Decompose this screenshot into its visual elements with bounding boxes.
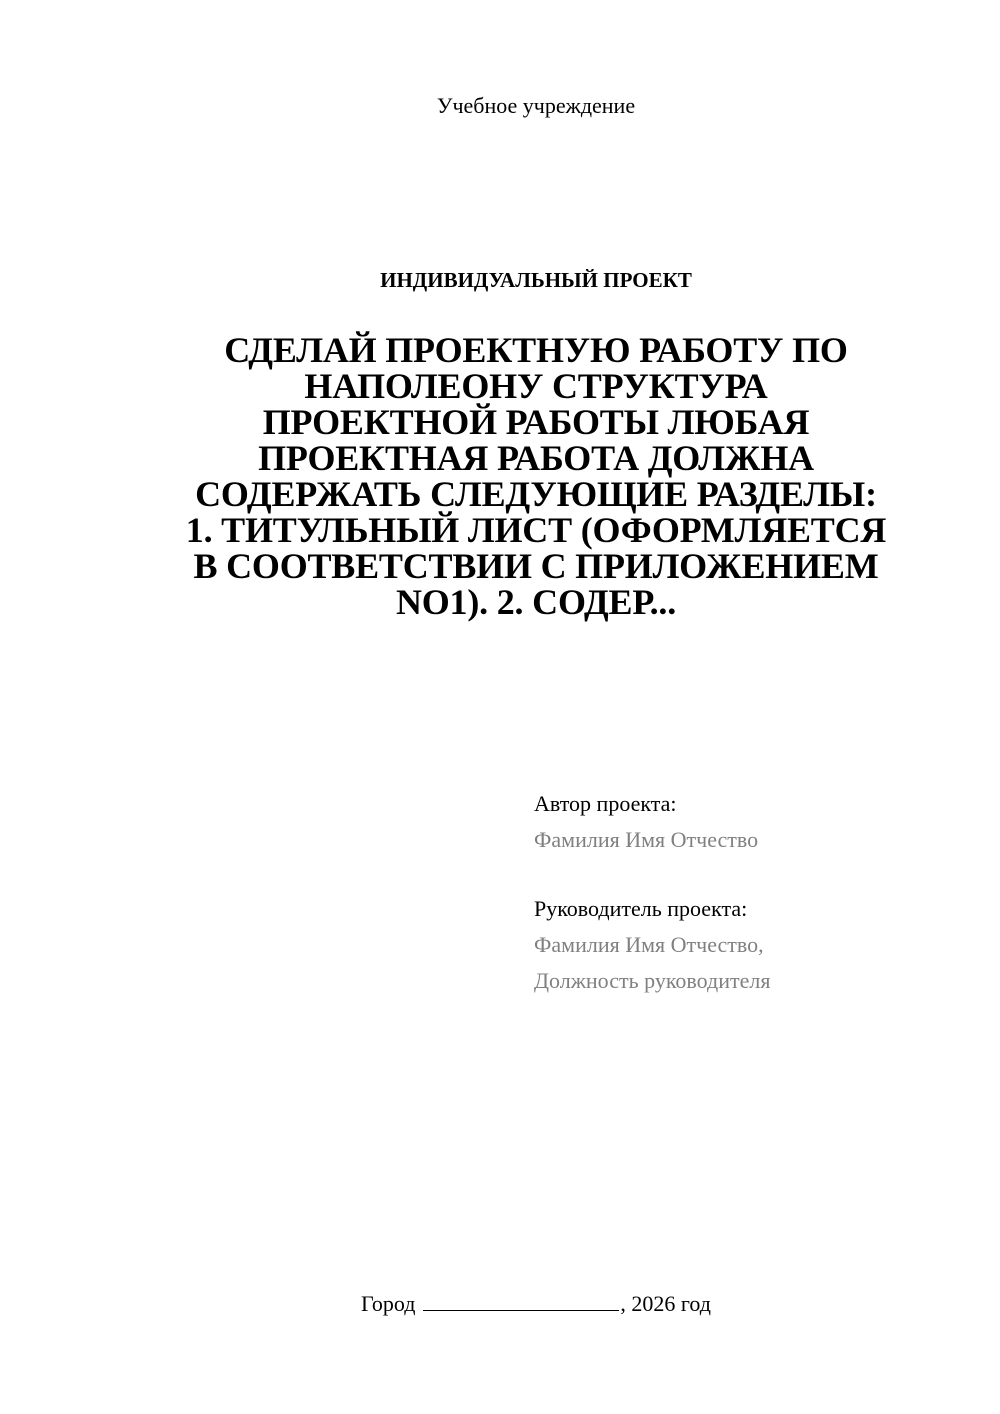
author-name: Фамилия Имя Отчество: [534, 827, 759, 852]
supervisor-block: [534, 891, 974, 999]
institution-name: Учебное учреждение: [436, 93, 636, 118]
year-text: , 2026 год: [620, 1291, 711, 1316]
author-label: Автор проекта:: [534, 791, 677, 816]
author-block: [534, 786, 974, 858]
supervisor-label: Руководитель проекта:: [534, 896, 748, 921]
project-title-line: В СООТВЕТСТВИИ С ПРИЛОЖЕНИЕМ: [193, 546, 879, 586]
city-blank-line: [423, 1290, 619, 1311]
project-title-line: 1. ТИТУЛЬНЫЙ ЛИСТ (ОФОРМЛЯЕТСЯ: [185, 510, 887, 550]
project-title-line: СОДЕРЖАТЬ СЛЕДУЮЩИЕ РАЗДЕЛЫ:: [195, 474, 877, 514]
footer-city-year: [0, 1289, 1000, 1319]
project-title-line: NO1). 2. СОДЕР...: [395, 582, 677, 622]
project-title-line: НАПОЛЕОНУ СТРУКТУРА: [304, 366, 768, 406]
project-type-heading: ИНДИВИДУАЛЬНЫЙ ПРОЕКТ: [380, 268, 692, 292]
project-title-line: СДЕЛАЙ ПРОЕКТНУЮ РАБОТУ ПО: [224, 330, 848, 370]
supervisor-position: Должность руководителя: [534, 968, 771, 993]
project-title-line: ПРОЕКТНОЙ РАБОТЫ ЛЮБАЯ: [262, 402, 810, 442]
supervisor-name: Фамилия Имя Отчество,: [534, 932, 764, 957]
project-title: [150, 332, 922, 620]
project-title-line: ПРОЕКТНАЯ РАБОТА ДОЛЖНА: [258, 438, 814, 478]
city-label: Город: [361, 1291, 416, 1316]
